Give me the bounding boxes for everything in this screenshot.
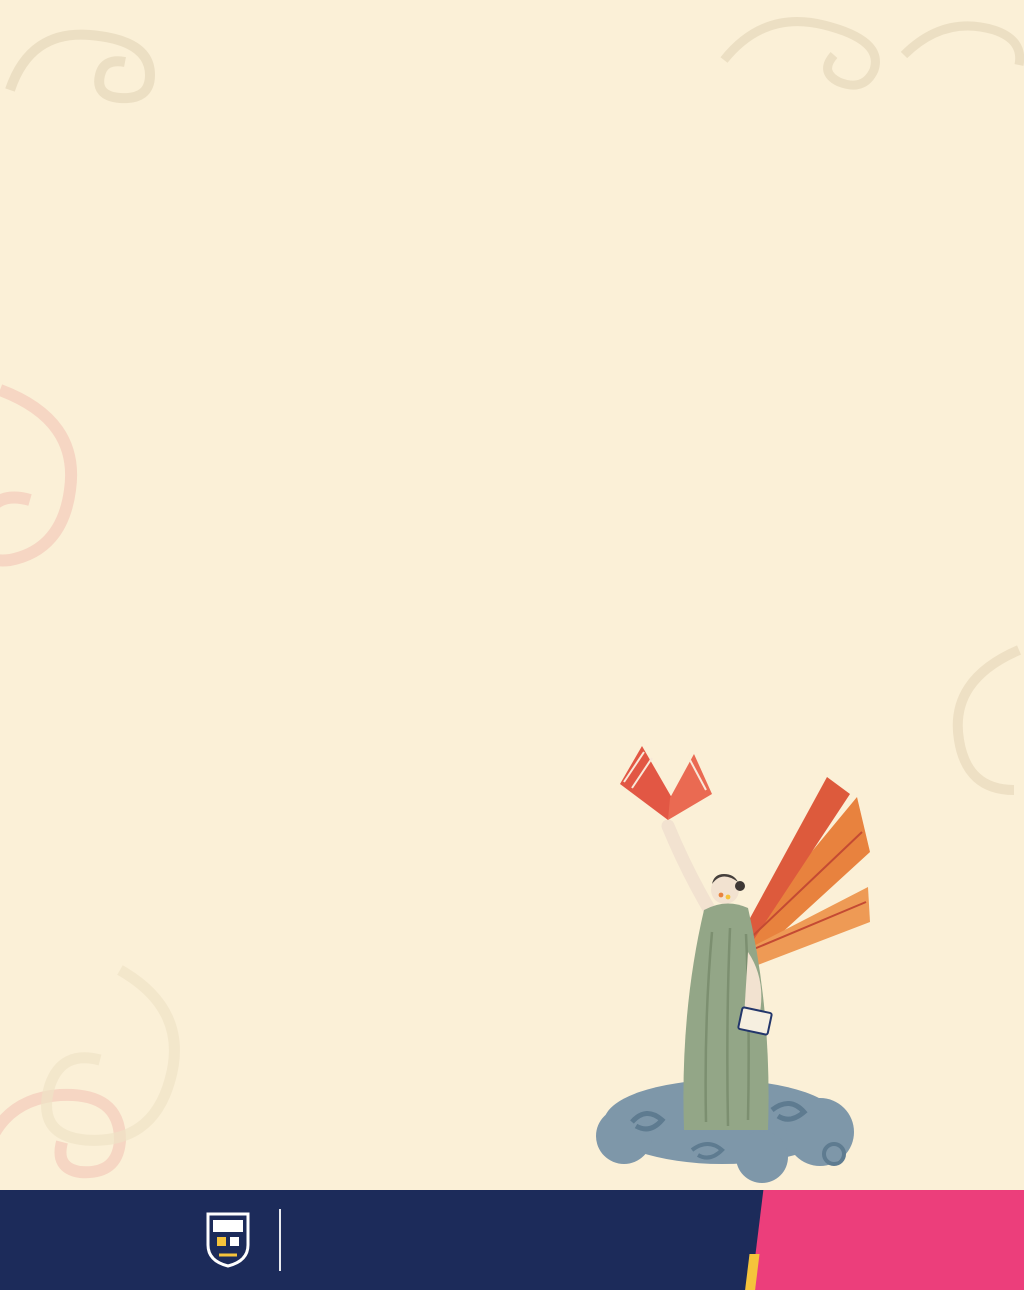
red-book [620,746,712,914]
wing [737,777,870,968]
puebla-shield-icon [205,1211,251,1269]
slogan-accent-yellow [742,1254,759,1290]
title-word-del [502,37,522,91]
slogan-ycon [1005,1205,1011,1222]
poster-header [0,18,1024,102]
footer-bar [0,1190,1024,1290]
footer-divider [279,1209,281,1271]
slogan-banner [749,1190,1024,1290]
angel-illustration [572,702,878,1188]
